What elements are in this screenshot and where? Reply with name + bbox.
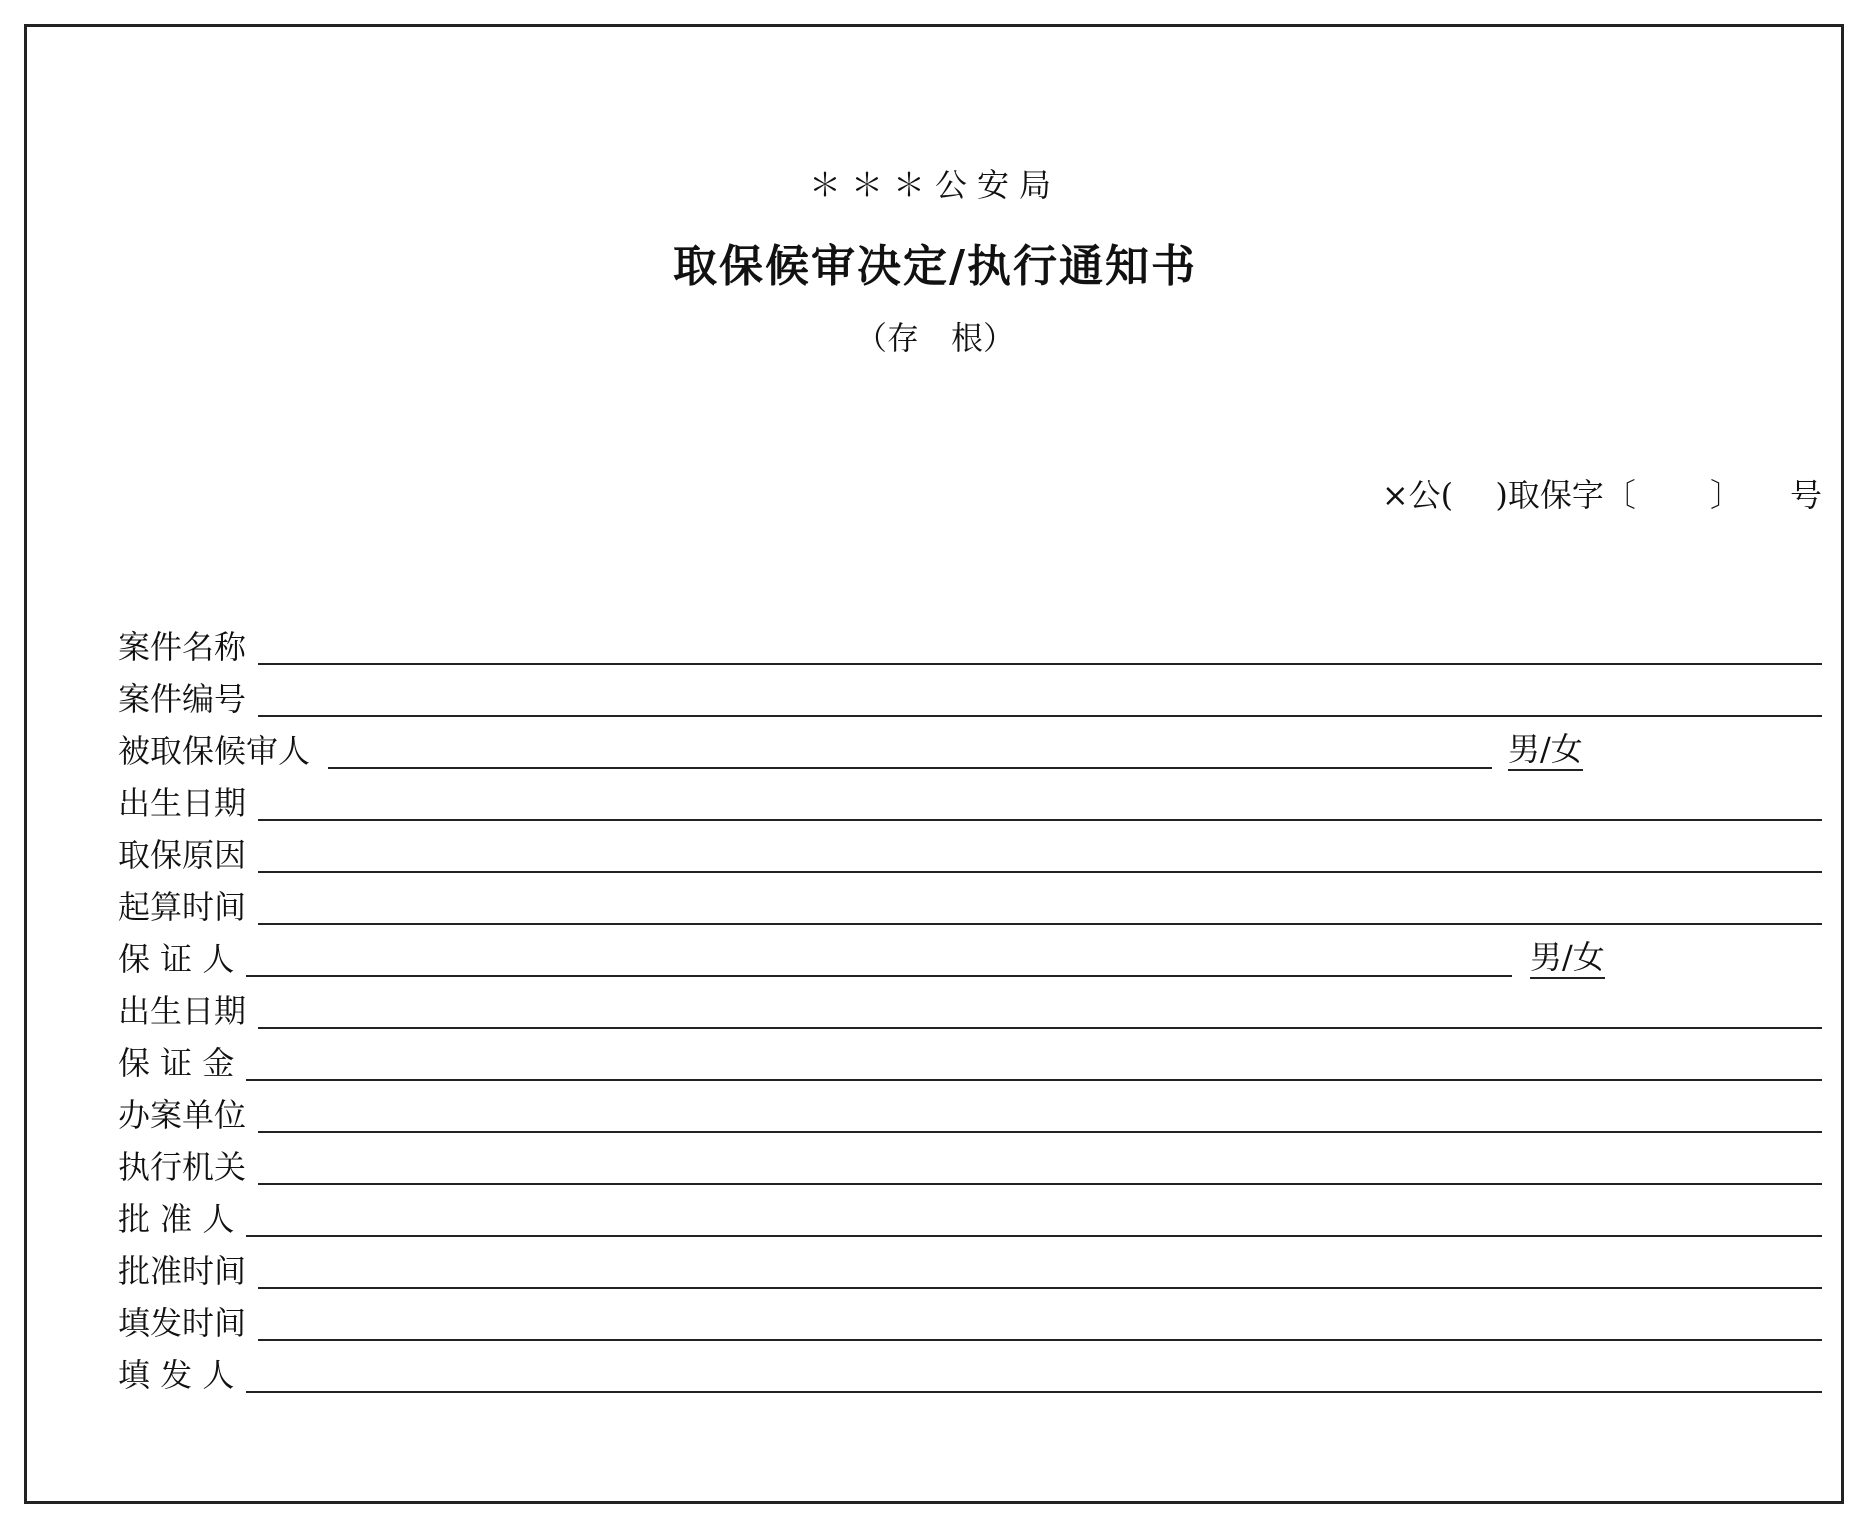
stub-label: （存 根） [854,319,1015,357]
executing-agency-input[interactable] [258,1183,1822,1185]
field-row-approval-time [118,1249,1822,1289]
field-row-executing-agency [118,1145,1822,1185]
guarantor-birth-label: 出生日期 [118,992,247,1030]
case-name-label: 案件名称 [118,628,247,666]
field-row-case-number [118,677,1822,717]
field-row-approver [118,1197,1822,1237]
guarantor-input[interactable] [246,975,1512,977]
approval-time-label: 批准时间 [118,1252,247,1290]
field-row-case-name [118,625,1822,665]
approval-time-input[interactable] [258,1287,1822,1289]
field-row-handling-unit [118,1093,1822,1133]
handling-unit-label: 办案单位 [118,1096,247,1134]
document-number: ×公( )取保字〔 〕 号 [1381,476,1822,514]
case-number-label: 案件编号 [118,680,247,718]
start-time-input[interactable] [258,923,1822,925]
field-row-defendant [118,729,1822,769]
defendant-input[interactable] [328,767,1492,769]
field-row-defendant-birth [118,781,1822,821]
approver-input[interactable] [246,1235,1822,1237]
issuer-label: 填 发 人 [118,1356,235,1394]
bail-label: 保 证 金 [118,1044,235,1082]
case-number-input[interactable] [258,715,1822,717]
start-time-label: 起算时间 [118,888,247,926]
guarantor-gender-field[interactable]: 男/女 [1530,937,1605,979]
document-title: 取保候审决定/执行通知书 [672,241,1198,292]
field-row-guarantor [118,937,1822,977]
guarantor-label: 保 证 人 [118,940,235,978]
approver-label: 批 准 人 [118,1200,235,1238]
guarantor-birth-input[interactable] [258,1027,1822,1029]
issue-time-input[interactable] [258,1339,1822,1341]
defendant-birth-label: 出生日期 [118,784,247,822]
defendant-gender-field[interactable]: 男/女 [1508,729,1583,771]
reason-label: 取保原因 [118,836,247,874]
field-row-reason [118,833,1822,873]
field-row-guarantor-birth [118,989,1822,1029]
field-row-bail [118,1041,1822,1081]
issue-time-label: 填发时间 [118,1304,247,1342]
issuer-input[interactable] [246,1391,1822,1393]
defendant-label: 被取保候审人 [118,732,311,770]
executing-agency-label: 执行机关 [118,1148,247,1186]
case-name-input[interactable] [258,663,1822,665]
field-row-start-time [118,885,1822,925]
field-row-issuer [118,1353,1822,1393]
handling-unit-input[interactable] [258,1131,1822,1133]
reason-input[interactable] [258,871,1822,873]
defendant-birth-input[interactable] [258,819,1822,821]
bail-input[interactable] [246,1079,1822,1081]
field-row-issue-time [118,1301,1822,1341]
agency-name: ＊＊＊公安局 [808,166,1061,204]
